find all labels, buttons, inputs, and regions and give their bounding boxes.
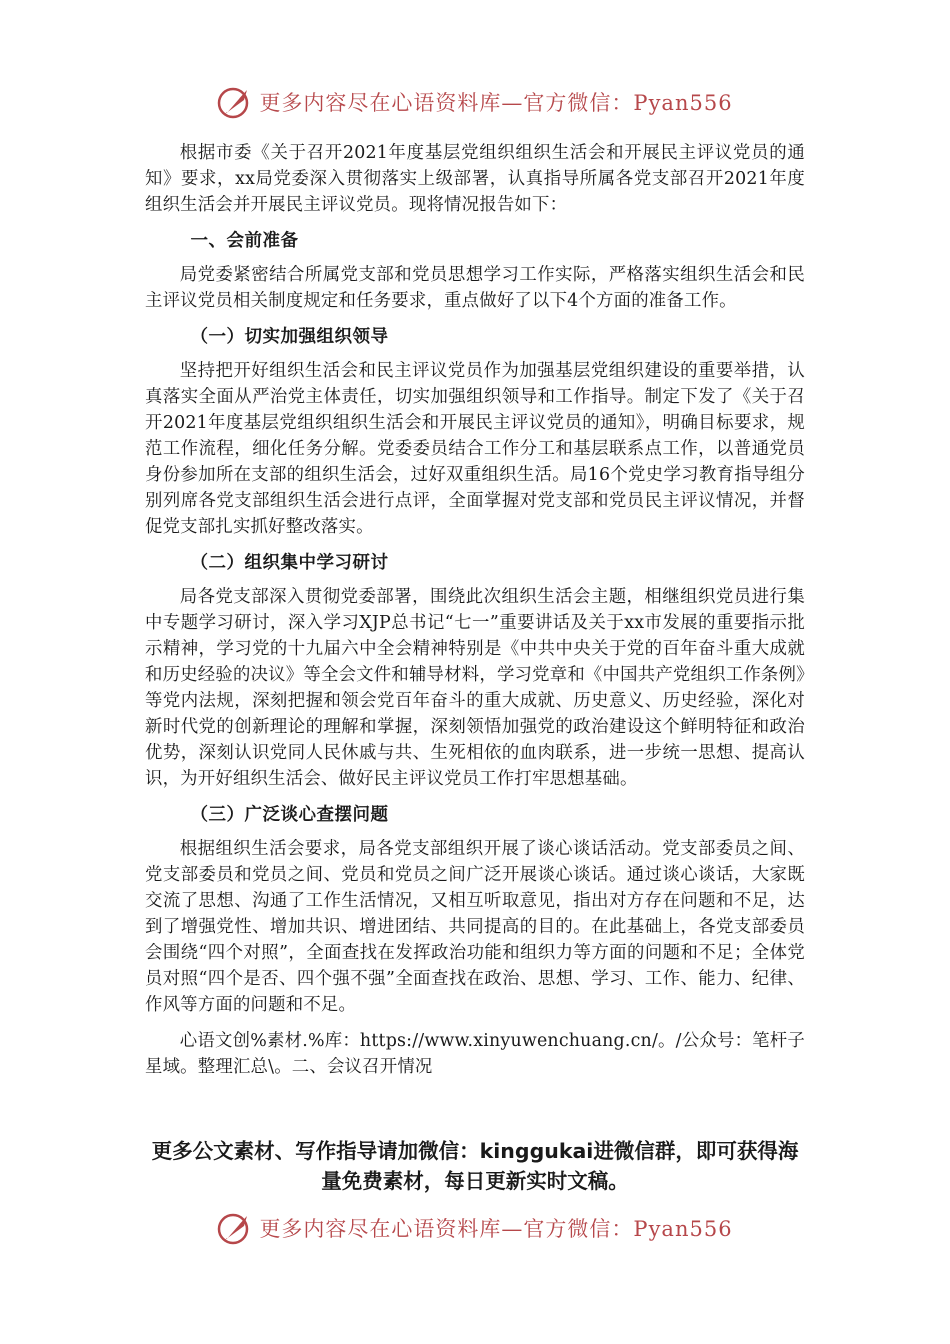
promo-note: 更多公文素材、写作指导请加微信：kinggukai进微信群，即可获得海量免费素材，每日更新实时文稿。 — [151, 1139, 799, 1193]
subsection-3-paragraph: 根据组织生活会要求，局各党支部组织开展了谈心谈话活动。党支部委员之间、党支部委员和党员之间、党员和党员之间广泛开展谈心谈话。通过谈心谈话，大家既交流了思想、沟通了工作生活情况，又相互听取意见，指出对方存在问题和不足，达到了增强党性、增加共识、增进团结、共同提高的目的。在此基础上，各党支部委员会围绕“四个对照”，全面查找在发挥政治功能和组织力等方面的问题和不足；全体党员对照“四个是否、四个强不强”全面查找在政治、思想、学习、工作、能力、纪律、作风等方面的问题和不足。 — [145, 839, 805, 1015]
quill-logo-icon — [217, 1210, 253, 1246]
section-1-heading: 一、会前准备 — [190, 231, 299, 251]
source-note: 心语文创%素材.%库：https://www.xinyuwenchuang.cn/。/公众号：笔杆子星域。整理汇总\。二、会议召开情况 — [145, 1031, 805, 1077]
header-brand — [0, 82, 950, 122]
section-1-paragraph: 局党委紧密结合所属党支部和党员思想学习工作实际，严格落实组织生活会和民主评议党员相关制度规定和任务要求，重点做好了以下4个方面的准备工作。 — [145, 265, 805, 311]
subsection-1-paragraph: 坚持把开好组织生活会和民主评议党员作为加强基层党组织建设的重要举措，认真落实全面从严治党主体责任，切实加强组织领导和工作指导。制定下发了《关于召开2021年度基层党组织组织生活会和开展民主评议党员的通知》，明确目标要求，规范工作流程，细化任务分解。党委委员结合工作分工和基层联系点工作，以普通党员身份参加所在支部的组织生活会，过好双重组织生活。局16个党史学习教育指导组分别列席各党支部组织生活会进行点评，全面掌握对党支部和党员民主评议情况，并督促党支部扎实抓好整改落实。 — [145, 361, 805, 537]
header-brand-text: 更多内容尽在心语资料库—官方微信：Pyan556 — [259, 91, 733, 115]
document-body — [145, 140, 805, 1080]
intro-paragraph: 根据市委《关于召开2021年度基层党组织组织生活会和开展民主评议党员的通知》要求，xx局党委深入贯彻落实上级部署，认真指导所属各党支部召开2021年度组织生活会并开展民主评议党员。现将情况报告如下： — [145, 143, 805, 215]
subsection-1-heading: （一）切实加强组织领导 — [190, 327, 389, 347]
footer-brand-text: 更多内容尽在心语资料库—官方微信：Pyan556 — [259, 1217, 733, 1241]
quill-logo-icon — [217, 84, 253, 120]
subsection-2-paragraph: 局各党支部深入贯彻党委部署，围绕此次组织生活会主题，相继组织党员进行集中专题学习研讨，深入学习XJP总书记“七一”重要讲话及关于xx市发展的重要指示批示精神，学习党的十九届六中全会精神特别是《中共中央关于党的百年奋斗重大成就和历史经验的决议》等全会文件和辅导材料，学习党章和《中国共产党组织工作条例》等党内法规，深刻把握和领会党百年奋斗的重大成就、历史意义、历史经验，深化对新时代党的创新理论的理解和掌握，深刻领悟加强党的政治建设这个鲜明特征和政治优势，深刻认识党同人民休戚与共、生死相依的血肉联系，进一步统一思想、提高认识，为开好组织生活会、做好民主评议党员工作打牢思想基础。 — [145, 587, 805, 789]
footer-brand — [0, 1208, 950, 1248]
subsection-3-heading: （三）广泛谈心查摆问题 — [190, 805, 389, 825]
subsection-2-heading: （二）组织集中学习研讨 — [190, 553, 389, 573]
